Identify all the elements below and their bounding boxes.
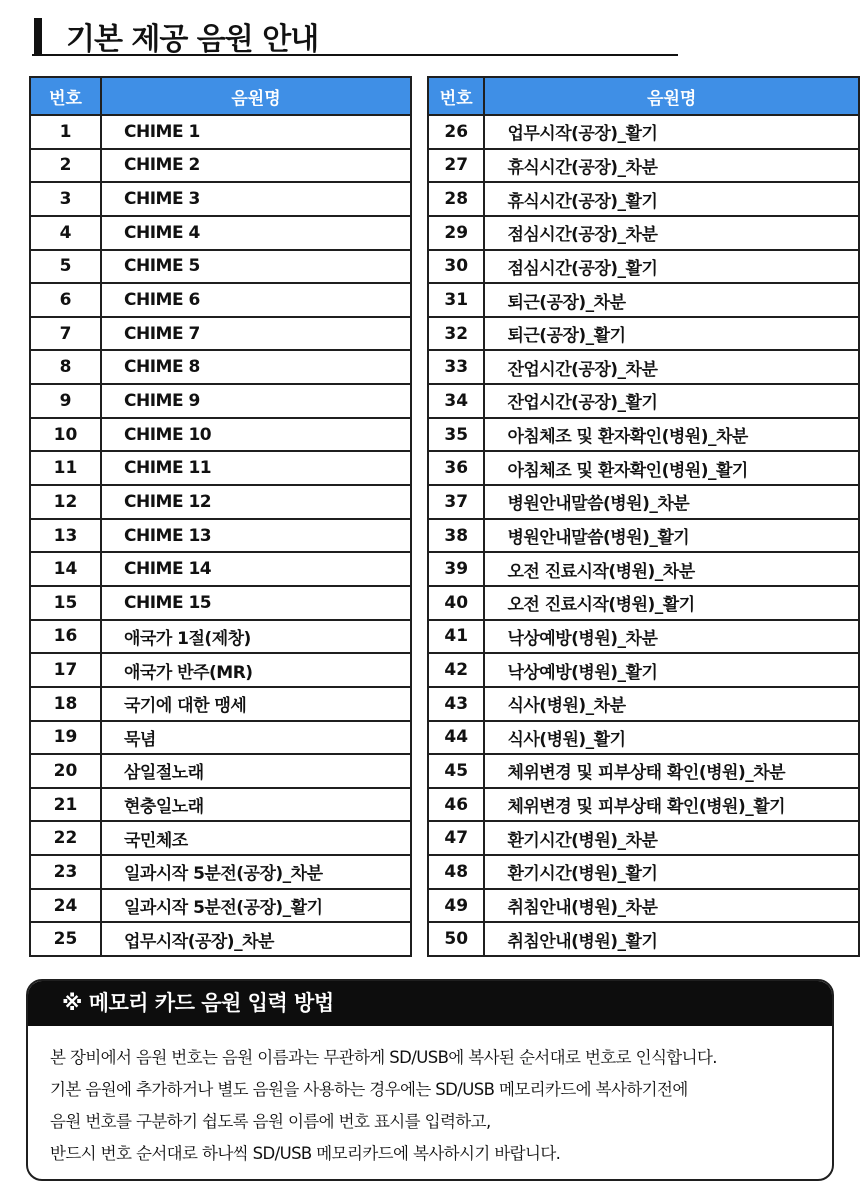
table-row (428, 721, 859, 755)
table-row (30, 418, 411, 452)
sound-name: CHIME 1 (101, 115, 411, 149)
sound-name: 업무시작(공장)_활기 (484, 115, 859, 149)
sound-name: 아침체조 및 환자확인(병원)_차분 (484, 418, 859, 452)
table-row (30, 552, 411, 586)
table-row (428, 754, 859, 788)
table-row (428, 620, 859, 654)
row-number: 17 (30, 653, 101, 687)
table-row (30, 350, 411, 384)
table-row (30, 754, 411, 788)
row-number: 10 (30, 418, 101, 452)
row-number: 48 (428, 855, 484, 889)
sound-name: 낙상예방(병원)_차분 (484, 620, 859, 654)
row-number: 21 (30, 788, 101, 822)
sound-name: 일과시작 5분전(공장)_활기 (101, 889, 411, 923)
sound-name: CHIME 13 (101, 519, 411, 553)
table-row (428, 922, 859, 956)
table-row (428, 350, 859, 384)
table-row (428, 687, 859, 721)
table-row (428, 855, 859, 889)
table-row (30, 620, 411, 654)
table-row (30, 687, 411, 721)
table-row (30, 653, 411, 687)
table-row (30, 821, 411, 855)
title-bar-marker (34, 18, 42, 56)
row-number: 34 (428, 384, 484, 418)
table-row (428, 519, 859, 553)
row-number: 2 (30, 149, 101, 183)
row-number: 12 (30, 485, 101, 519)
table-row (428, 653, 859, 687)
table-header-row (428, 77, 859, 115)
row-number: 38 (428, 519, 484, 553)
row-number: 25 (30, 922, 101, 956)
table-row (30, 451, 411, 485)
sound-name: 국민체조 (101, 821, 411, 855)
sound-name: 체위변경 및 피부상태 확인(병원)_활기 (484, 788, 859, 822)
notice-line: 기본 음원에 추가하거나 별도 음원을 사용하는 경우에는 SD/USB 메모리카드에 복사하기전에 (50, 1080, 688, 1099)
table-row (30, 216, 411, 250)
row-number: 49 (428, 889, 484, 923)
notice-heading: ※ 메모리 카드 음원 입력 방법 (28, 981, 832, 1026)
page-title-block (32, 10, 678, 56)
sound-name: 잔업시간(공장)_활기 (484, 384, 859, 418)
row-number: 22 (30, 821, 101, 855)
row-number: 1 (30, 115, 101, 149)
table-body-right (428, 115, 859, 956)
row-number: 14 (30, 552, 101, 586)
table-row (428, 788, 859, 822)
row-number: 3 (30, 182, 101, 216)
table-row (428, 250, 859, 284)
row-number: 5 (30, 250, 101, 284)
column-header-number: 번호 (30, 77, 101, 115)
page-title: 기본 제공 음원 안내 (66, 22, 319, 57)
sound-name: 병원안내말씀(병원)_활기 (484, 519, 859, 553)
row-number: 4 (30, 216, 101, 250)
sound-name: 일과시작 5분전(공장)_차분 (101, 855, 411, 889)
table-row (428, 182, 859, 216)
column-header-name: 음원명 (484, 77, 859, 115)
row-number: 18 (30, 687, 101, 721)
sound-name: 오전 진료시작(병원)_차분 (484, 552, 859, 586)
sound-name: CHIME 2 (101, 149, 411, 183)
sound-name: CHIME 9 (101, 384, 411, 418)
sound-name: 휴식시간(공장)_차분 (484, 149, 859, 183)
table-row (428, 317, 859, 351)
row-number: 13 (30, 519, 101, 553)
sound-name: CHIME 10 (101, 418, 411, 452)
row-number: 40 (428, 586, 484, 620)
sound-name: CHIME 7 (101, 317, 411, 351)
column-header-name: 음원명 (101, 77, 411, 115)
sound-table-right (427, 76, 860, 957)
sound-name: CHIME 8 (101, 350, 411, 384)
row-number: 32 (428, 317, 484, 351)
row-number: 45 (428, 754, 484, 788)
notice-line: 반드시 번호 순서대로 하나씩 SD/USB 메모리카드에 복사하시기 바랍니다. (50, 1144, 561, 1163)
table-row (428, 418, 859, 452)
sound-name: CHIME 14 (101, 552, 411, 586)
sound-name: 현충일노래 (101, 788, 411, 822)
table-body-left (30, 115, 411, 956)
row-number: 15 (30, 586, 101, 620)
sound-name: CHIME 11 (101, 451, 411, 485)
table-row (30, 889, 411, 923)
table-row (30, 283, 411, 317)
row-number: 30 (428, 250, 484, 284)
notice-line: 본 장비에서 음원 번호는 음원 이름과는 무관하게 SD/USB에 복사된 순서대로 번호로 인식합니다. (50, 1048, 717, 1067)
sound-name: 취침안내(병원)_활기 (484, 922, 859, 956)
sound-name: 점심시간(공장)_차분 (484, 216, 859, 250)
row-number: 42 (428, 653, 484, 687)
table-row (30, 788, 411, 822)
row-number: 33 (428, 350, 484, 384)
notice-line: 음원 번호를 구분하기 쉽도록 음원 이름에 번호 표시를 입력하고, (50, 1112, 491, 1131)
table-header-row (30, 77, 411, 115)
row-number: 43 (428, 687, 484, 721)
row-number: 28 (428, 182, 484, 216)
sound-name: 식사(병원)_차분 (484, 687, 859, 721)
sound-name: 점심시간(공장)_활기 (484, 250, 859, 284)
sound-name: 애국가 반주(MR) (101, 653, 411, 687)
sound-name: CHIME 12 (101, 485, 411, 519)
row-number: 26 (428, 115, 484, 149)
notice-body (28, 1026, 832, 1170)
sound-name: 병원안내말씀(병원)_차분 (484, 485, 859, 519)
sound-name: 퇴근(공장)_활기 (484, 317, 859, 351)
table-row (428, 149, 859, 183)
table-row (30, 519, 411, 553)
table-row (428, 216, 859, 250)
row-number: 46 (428, 788, 484, 822)
sound-name: 국기에 대한 맹세 (101, 687, 411, 721)
row-number: 6 (30, 283, 101, 317)
row-number: 29 (428, 216, 484, 250)
memory-card-notice (26, 979, 834, 1181)
row-number: 35 (428, 418, 484, 452)
row-number: 27 (428, 149, 484, 183)
sound-name: 낙상예방(병원)_활기 (484, 653, 859, 687)
column-header-number: 번호 (428, 77, 484, 115)
table-row (428, 451, 859, 485)
table-row (30, 721, 411, 755)
row-number: 24 (30, 889, 101, 923)
row-number: 50 (428, 922, 484, 956)
table-row (428, 552, 859, 586)
row-number: 9 (30, 384, 101, 418)
sound-name: 식사(병원)_활기 (484, 721, 859, 755)
row-number: 47 (428, 821, 484, 855)
sound-name: 아침체조 및 환자확인(병원)_활기 (484, 451, 859, 485)
sound-name: CHIME 3 (101, 182, 411, 216)
row-number: 31 (428, 283, 484, 317)
row-number: 36 (428, 451, 484, 485)
table-row (428, 485, 859, 519)
table-row (30, 115, 411, 149)
sound-name: 취침안내(병원)_차분 (484, 889, 859, 923)
sound-name: 퇴근(공장)_차분 (484, 283, 859, 317)
row-number: 8 (30, 350, 101, 384)
table-row (30, 384, 411, 418)
table-row (30, 586, 411, 620)
sound-name: 오전 진료시작(병원)_활기 (484, 586, 859, 620)
row-number: 23 (30, 855, 101, 889)
table-row (428, 384, 859, 418)
row-number: 37 (428, 485, 484, 519)
row-number: 7 (30, 317, 101, 351)
sound-name: 애국가 1절(제창) (101, 620, 411, 654)
sound-name: CHIME 15 (101, 586, 411, 620)
row-number: 39 (428, 552, 484, 586)
sound-name: CHIME 6 (101, 283, 411, 317)
table-row (30, 922, 411, 956)
sound-name: CHIME 4 (101, 216, 411, 250)
table-row (30, 182, 411, 216)
table-row (30, 855, 411, 889)
table-row (428, 283, 859, 317)
sound-name: 휴식시간(공장)_활기 (484, 182, 859, 216)
sound-name: 환기시간(병원)_차분 (484, 821, 859, 855)
table-row (30, 250, 411, 284)
sound-name: 체위변경 및 피부상태 확인(병원)_차분 (484, 754, 859, 788)
table-row (428, 821, 859, 855)
sound-name: 환기시간(병원)_활기 (484, 855, 859, 889)
table-row (30, 149, 411, 183)
sound-name: 업무시작(공장)_차분 (101, 922, 411, 956)
sound-name: 삼일절노래 (101, 754, 411, 788)
table-row (428, 889, 859, 923)
row-number: 44 (428, 721, 484, 755)
sound-name: 묵념 (101, 721, 411, 755)
row-number: 20 (30, 754, 101, 788)
table-row (30, 485, 411, 519)
sound-name: CHIME 5 (101, 250, 411, 284)
table-row (428, 586, 859, 620)
row-number: 19 (30, 721, 101, 755)
row-number: 16 (30, 620, 101, 654)
table-row (30, 317, 411, 351)
sound-name: 잔업시간(공장)_차분 (484, 350, 859, 384)
row-number: 41 (428, 620, 484, 654)
row-number: 11 (30, 451, 101, 485)
table-row (428, 115, 859, 149)
sound-table-left (29, 76, 412, 957)
